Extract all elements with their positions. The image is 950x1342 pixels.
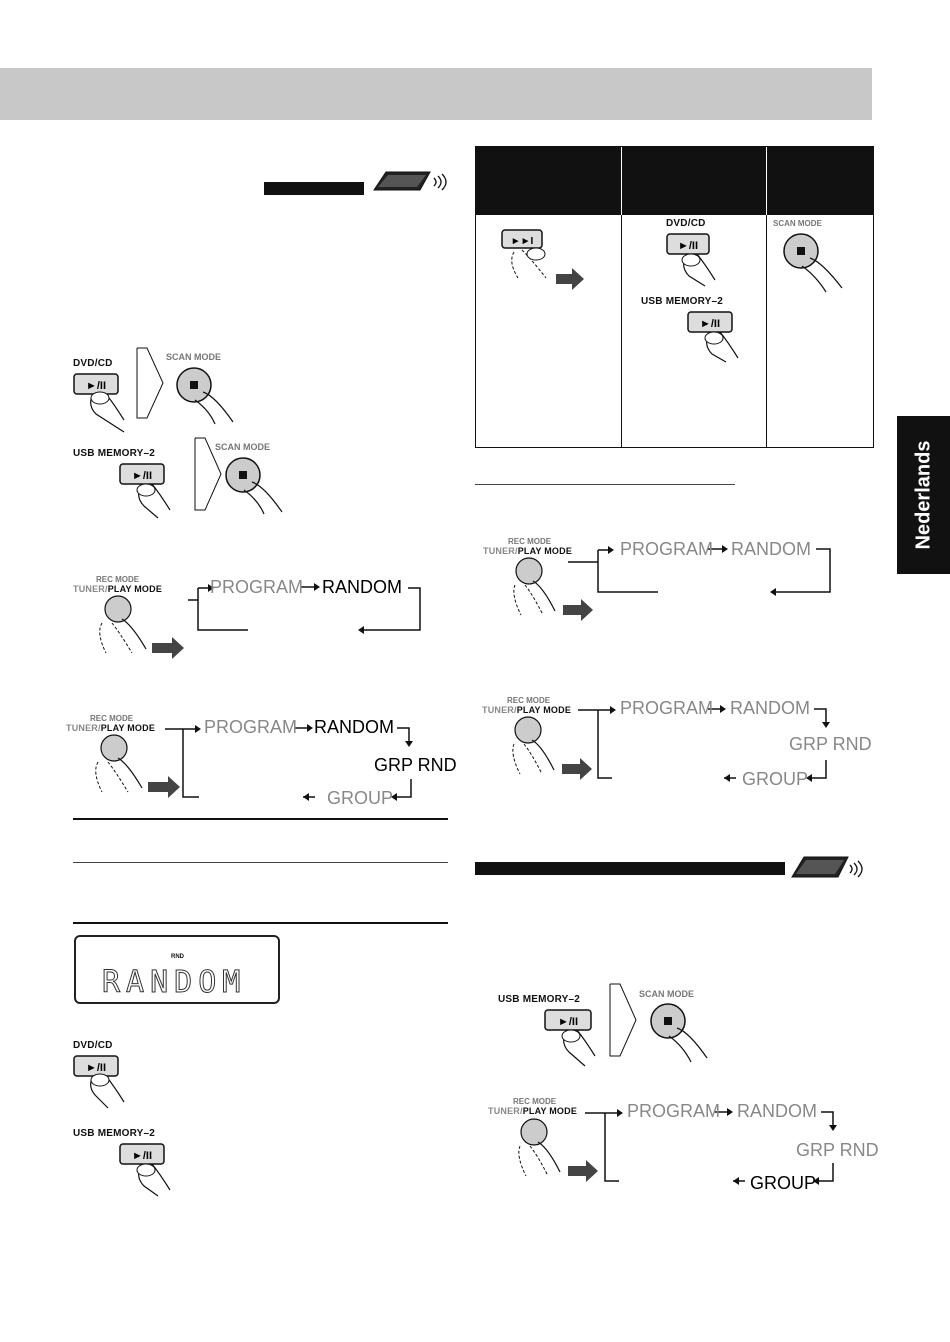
usb-memory-label: USB MEMORY–2 bbox=[73, 1128, 156, 1139]
lcd-text: RANDOM bbox=[102, 965, 247, 1000]
flow-program: PROGRAM bbox=[204, 717, 298, 737]
scan-mode-stop-button[interactable] bbox=[649, 1002, 729, 1066]
remote-control-icon bbox=[368, 168, 448, 200]
dvd-cd-play-button[interactable] bbox=[665, 232, 735, 288]
flow-group: GROUP bbox=[327, 788, 394, 808]
flow-random: RANDOM bbox=[314, 717, 394, 737]
flow-grp-rnd: GRP RND bbox=[796, 1140, 879, 1160]
subsection-bar bbox=[475, 862, 785, 875]
skip-next-button[interactable] bbox=[500, 228, 590, 292]
scan-mode-label: SCAN MODE bbox=[639, 989, 695, 999]
usb-memory-label: USB MEMORY–2 bbox=[73, 448, 156, 459]
rec-mode-label: REC MODE bbox=[508, 537, 552, 546]
subsection-bar bbox=[264, 182, 364, 195]
usb-play-button[interactable] bbox=[118, 1142, 188, 1198]
rec-mode-label: REC MODE bbox=[513, 1097, 557, 1106]
flow-program: PROGRAM bbox=[620, 539, 714, 559]
table-header bbox=[476, 147, 873, 215]
scan-mode-stop-button[interactable] bbox=[175, 366, 255, 426]
usb-memory-label: USB MEMORY–2 bbox=[641, 296, 724, 307]
divider bbox=[73, 818, 448, 820]
divider bbox=[73, 862, 448, 863]
flow-random: RANDOM bbox=[737, 1101, 817, 1121]
svg-text:►/II: ►/II bbox=[131, 470, 153, 482]
flow-group: GROUP bbox=[742, 769, 809, 789]
usb-play-button[interactable] bbox=[543, 1008, 613, 1068]
scan-mode-label: SCAN MODE bbox=[166, 352, 222, 362]
usb-memory-label: USB MEMORY–2 bbox=[498, 994, 581, 1005]
svg-text:►►I: ►►I bbox=[510, 236, 534, 247]
play-mode-button[interactable] bbox=[98, 593, 198, 663]
flow-random: RANDOM bbox=[730, 698, 810, 718]
svg-text:►/II: ►/II bbox=[85, 1062, 107, 1074]
dvd-cd-play-button[interactable] bbox=[72, 1054, 152, 1110]
flow-program: PROGRAM bbox=[627, 1101, 721, 1121]
tuner-play-mode-label: TUNER/PLAY MODE bbox=[488, 1106, 578, 1116]
dvd-cd-label: DVD/CD bbox=[666, 218, 706, 229]
usb-play-button[interactable] bbox=[686, 310, 756, 364]
section-header-bar bbox=[0, 68, 872, 120]
scan-mode-stop-button[interactable] bbox=[782, 232, 862, 296]
divider bbox=[475, 484, 735, 485]
rnd-indicator: RND bbox=[171, 954, 184, 960]
flow-random: RANDOM bbox=[731, 539, 811, 559]
flow-grp-rnd: GRP RND bbox=[374, 755, 457, 775]
svg-text:►/II: ►/II bbox=[677, 240, 699, 252]
usb-play-button[interactable] bbox=[118, 462, 188, 522]
remote-control-icon bbox=[788, 853, 868, 885]
tuner-play-mode-label: TUNER/PLAY MODE bbox=[482, 705, 572, 715]
scan-mode-label: SCAN MODE bbox=[215, 442, 271, 452]
rec-mode-label: REC MODE bbox=[507, 696, 551, 705]
svg-text:►/II: ►/II bbox=[557, 1016, 579, 1028]
rec-mode-label: REC MODE bbox=[96, 575, 140, 584]
lcd-display bbox=[74, 935, 280, 1004]
tuner-play-mode-label: TUNER/PLAY MODE bbox=[66, 723, 156, 733]
flow-random: RANDOM bbox=[322, 577, 402, 597]
flow-group: GROUP bbox=[750, 1173, 817, 1193]
tuner-play-mode-label: TUNER/PLAY MODE bbox=[73, 584, 163, 594]
dvd-cd-label: DVD/CD bbox=[73, 1040, 113, 1051]
scan-mode-label: SCAN MODE bbox=[773, 219, 822, 228]
tuner-play-mode-label: TUNER/PLAY MODE bbox=[483, 546, 573, 556]
divider bbox=[73, 922, 448, 924]
svg-text:►/II: ►/II bbox=[699, 318, 721, 330]
flow-grp-rnd: GRP RND bbox=[789, 734, 872, 754]
arrow-chevron-icon bbox=[608, 982, 638, 1058]
dvd-cd-label: DVD/CD bbox=[73, 358, 113, 369]
arrow-chevron-icon bbox=[135, 346, 165, 420]
scan-mode-stop-button[interactable] bbox=[224, 456, 304, 520]
flow-program: PROGRAM bbox=[620, 698, 714, 718]
flow-program: PROGRAM bbox=[210, 577, 304, 597]
language-tab bbox=[897, 416, 950, 574]
svg-text:►/II: ►/II bbox=[131, 1150, 153, 1162]
rec-mode-label: REC MODE bbox=[90, 714, 134, 723]
language-label: Nederlands bbox=[912, 440, 934, 550]
svg-text:►/II: ►/II bbox=[85, 380, 107, 392]
